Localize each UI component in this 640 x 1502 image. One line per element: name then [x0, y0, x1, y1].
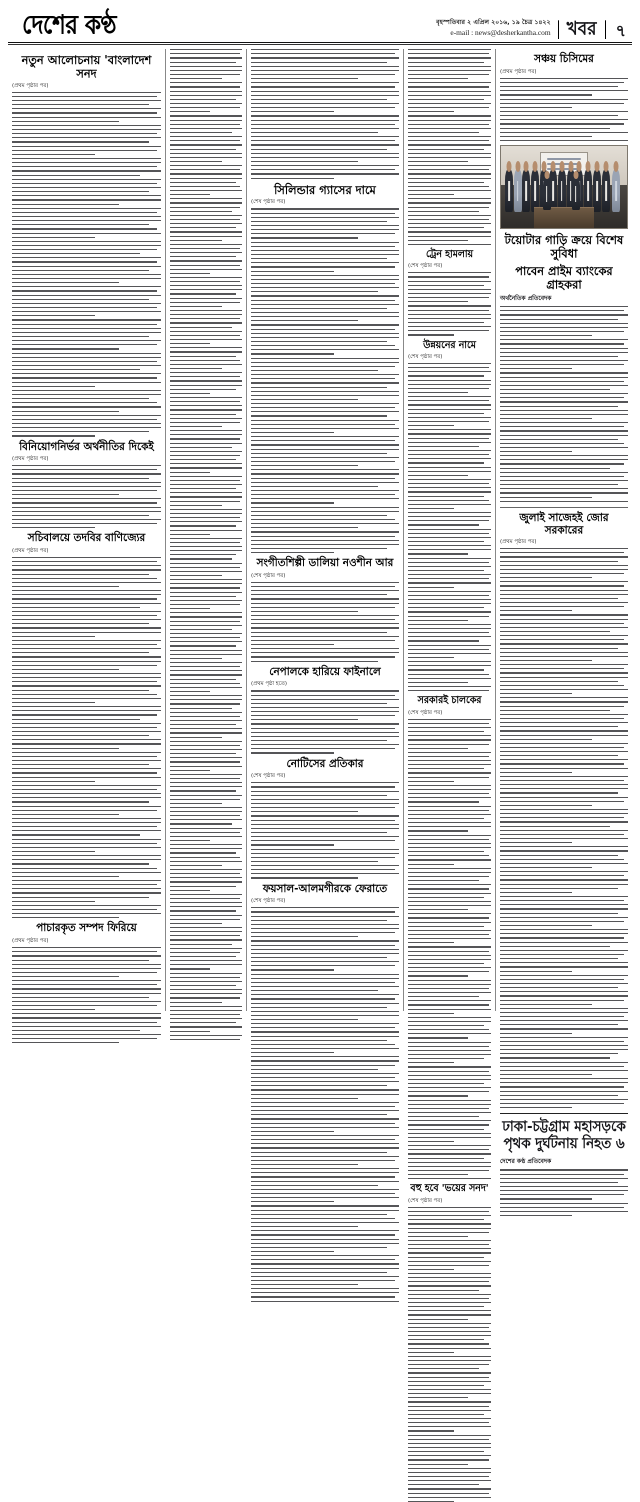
headline-bohu-hobe-voyer-sonod: বহু হবে 'ভয়ের সনদ' — [410, 1183, 489, 1195]
headline-unnoyoner-name: উন্নয়নের নামে — [423, 339, 476, 351]
newspaper-logo: দেশের কণ্ঠ — [22, 11, 116, 41]
article-body-12 — [408, 272, 491, 335]
article-body-19 — [500, 1169, 628, 1216]
section-name: খবর — [558, 20, 606, 39]
jump-line: (শেষ পৃষ্ঠার পর) — [251, 572, 286, 579]
photo-person — [558, 169, 566, 212]
headline-dalia-nawshin: সংগীতশিল্পী ডালিয়া নওশীন আর — [256, 556, 394, 570]
article-body-7 — [251, 582, 399, 662]
signing-ceremony-photo — [500, 145, 628, 229]
headline-train-hamla: ট্রেন হামলায় — [425, 248, 473, 261]
photo-person — [505, 169, 513, 212]
headline-toyota-gari: টয়োটার গাড়ি ক্রয়ে বিশেষ সুবিধা — [504, 232, 624, 261]
article-body-continuation — [170, 49, 242, 1040]
photo-seated-signatory — [543, 177, 551, 210]
article-body-11 — [408, 49, 491, 245]
jump-line: (প্রথম পৃষ্ঠার পর) — [12, 456, 49, 463]
bottom-section-divider — [500, 1113, 628, 1114]
jump-line: (প্রথম পৃষ্ঠার পর) — [12, 938, 49, 945]
article-body-1 — [12, 92, 161, 437]
headline-bangladesh-sanad: নতুন আলোচনায় 'বাংলাদেশ সনদ — [21, 52, 152, 81]
section-divider — [500, 507, 628, 508]
headline-notice-protikar: নোটিসের প্রতিকার — [286, 757, 364, 770]
photo-signing-table — [534, 207, 595, 228]
article-body-13 — [408, 363, 491, 691]
jump-line: (প্রথম পৃষ্ঠার পর) — [500, 539, 537, 546]
jump-line: (শেষ পৃষ্ঠার পর) — [408, 1197, 443, 1204]
column-3 — [246, 49, 403, 1011]
headline-binioganirbhar: বিনিয়োগনির্ভর অর্থনীতির দিকেই — [19, 440, 154, 453]
photo-person — [593, 169, 601, 212]
column-grid — [8, 49, 632, 1204]
article-body-6 — [251, 208, 399, 553]
headline-sarkari-chalok: সরকারই চালকের — [417, 694, 482, 707]
byline-economic-reporter: অর্থনৈতিক প্রতিবেদক — [500, 295, 552, 303]
jump-line: (শেষ পৃষ্ঠার পর) — [251, 898, 286, 905]
headline-sochibaloy-todbir: সচিবালয়ে তদবির বাণিজ্যের — [27, 532, 146, 545]
headline-prime-bank: পাবেন প্রাইম ব্যাংকের গ্রাহকরা — [515, 262, 613, 292]
contact-email: e-mail : news@desherkantha.com — [450, 28, 551, 38]
masthead-dateblock — [436, 19, 557, 39]
article-body-9 — [251, 782, 399, 878]
article-body-3 — [12, 557, 161, 918]
photo-person — [522, 169, 530, 212]
column-2 — [165, 49, 246, 1011]
headline-sanchoy-chisim: সঞ্চয় চিসিমের — [534, 52, 594, 66]
photo-person — [584, 169, 592, 212]
jump-line: (প্রথম পৃষ্ঠা হতে) — [251, 681, 287, 688]
jump-line: (শেষ পৃষ্ঠার পর) — [251, 199, 286, 206]
photo-person — [602, 169, 610, 212]
headline-faisal-alamgir: ফয়সাল-আলমগীরকে ফেরাতে — [262, 882, 388, 895]
jump-line: (প্রথম পৃষ্ঠার পর) — [500, 68, 537, 75]
headline-cylinder-gas: সিলিন্ডার গ্যাসের দামে — [274, 182, 376, 198]
headline-pacharkrito-sompod: পাচারকৃত সম্পদ ফিরিয়ে — [36, 922, 137, 935]
article-body-4 — [12, 947, 161, 1043]
jump-line: (শেষ পৃষ্ঠার পর) — [251, 773, 286, 780]
masthead-right — [436, 19, 632, 39]
jump-line: (প্রথম পৃষ্ঠার পর) — [12, 548, 49, 555]
masthead-rule-top — [8, 42, 632, 43]
article-body-8 — [251, 690, 399, 753]
masthead-rule-bottom — [8, 44, 632, 45]
jump-line: (শেষ পৃষ্ঠার পর) — [408, 709, 443, 716]
article-body-10 — [251, 907, 399, 1302]
headline-nepal-final: নেপালকে হারিয়ে ফাইনালে — [269, 665, 381, 679]
jump-line: (শেষ পৃষ্ঠার পর) — [408, 354, 443, 360]
article-body-16 — [500, 78, 628, 141]
article-body-17 — [500, 306, 628, 502]
masthead — [8, 6, 632, 40]
article-body-14 — [408, 719, 491, 1180]
photo-person — [612, 169, 620, 212]
article-body-15 — [408, 1207, 491, 1502]
publication-date: বৃহস্পতিবার ২ এপ্রিল ২০১৬, ১৯ চৈত্র ১৪২২ — [436, 19, 551, 27]
photo-person — [514, 169, 522, 212]
article-body-18 — [500, 548, 628, 1108]
photo-figure — [500, 145, 628, 229]
article-body-5 — [251, 49, 399, 179]
column-1 — [8, 49, 165, 1011]
photo-seated-signatory — [572, 177, 580, 210]
jump-line: (শেষ পৃষ্ঠার পর) — [408, 263, 443, 270]
column-4 — [403, 49, 495, 1204]
headline-july-sajeh: জুলাই সাজেহই জোর সরকারের — [519, 511, 609, 537]
byline-staff-reporter: দেশের কণ্ঠ প্রতিবেদক — [500, 1158, 552, 1166]
page-number: ৭ — [615, 21, 626, 40]
article-body-2 — [12, 465, 161, 528]
headline-dhaka-chattogram-line2: পৃথক দুর্ঘটনায় নিহত ৬ — [503, 1136, 625, 1153]
column-5 — [495, 49, 632, 1166]
jump-line: (প্রথম পৃষ্ঠার পর) — [12, 82, 49, 89]
headline-dhaka-chattogram-line1: ঢাকা-চট্টগ্রাম মহাসড়কে — [502, 1119, 626, 1136]
photo-person — [531, 169, 539, 212]
